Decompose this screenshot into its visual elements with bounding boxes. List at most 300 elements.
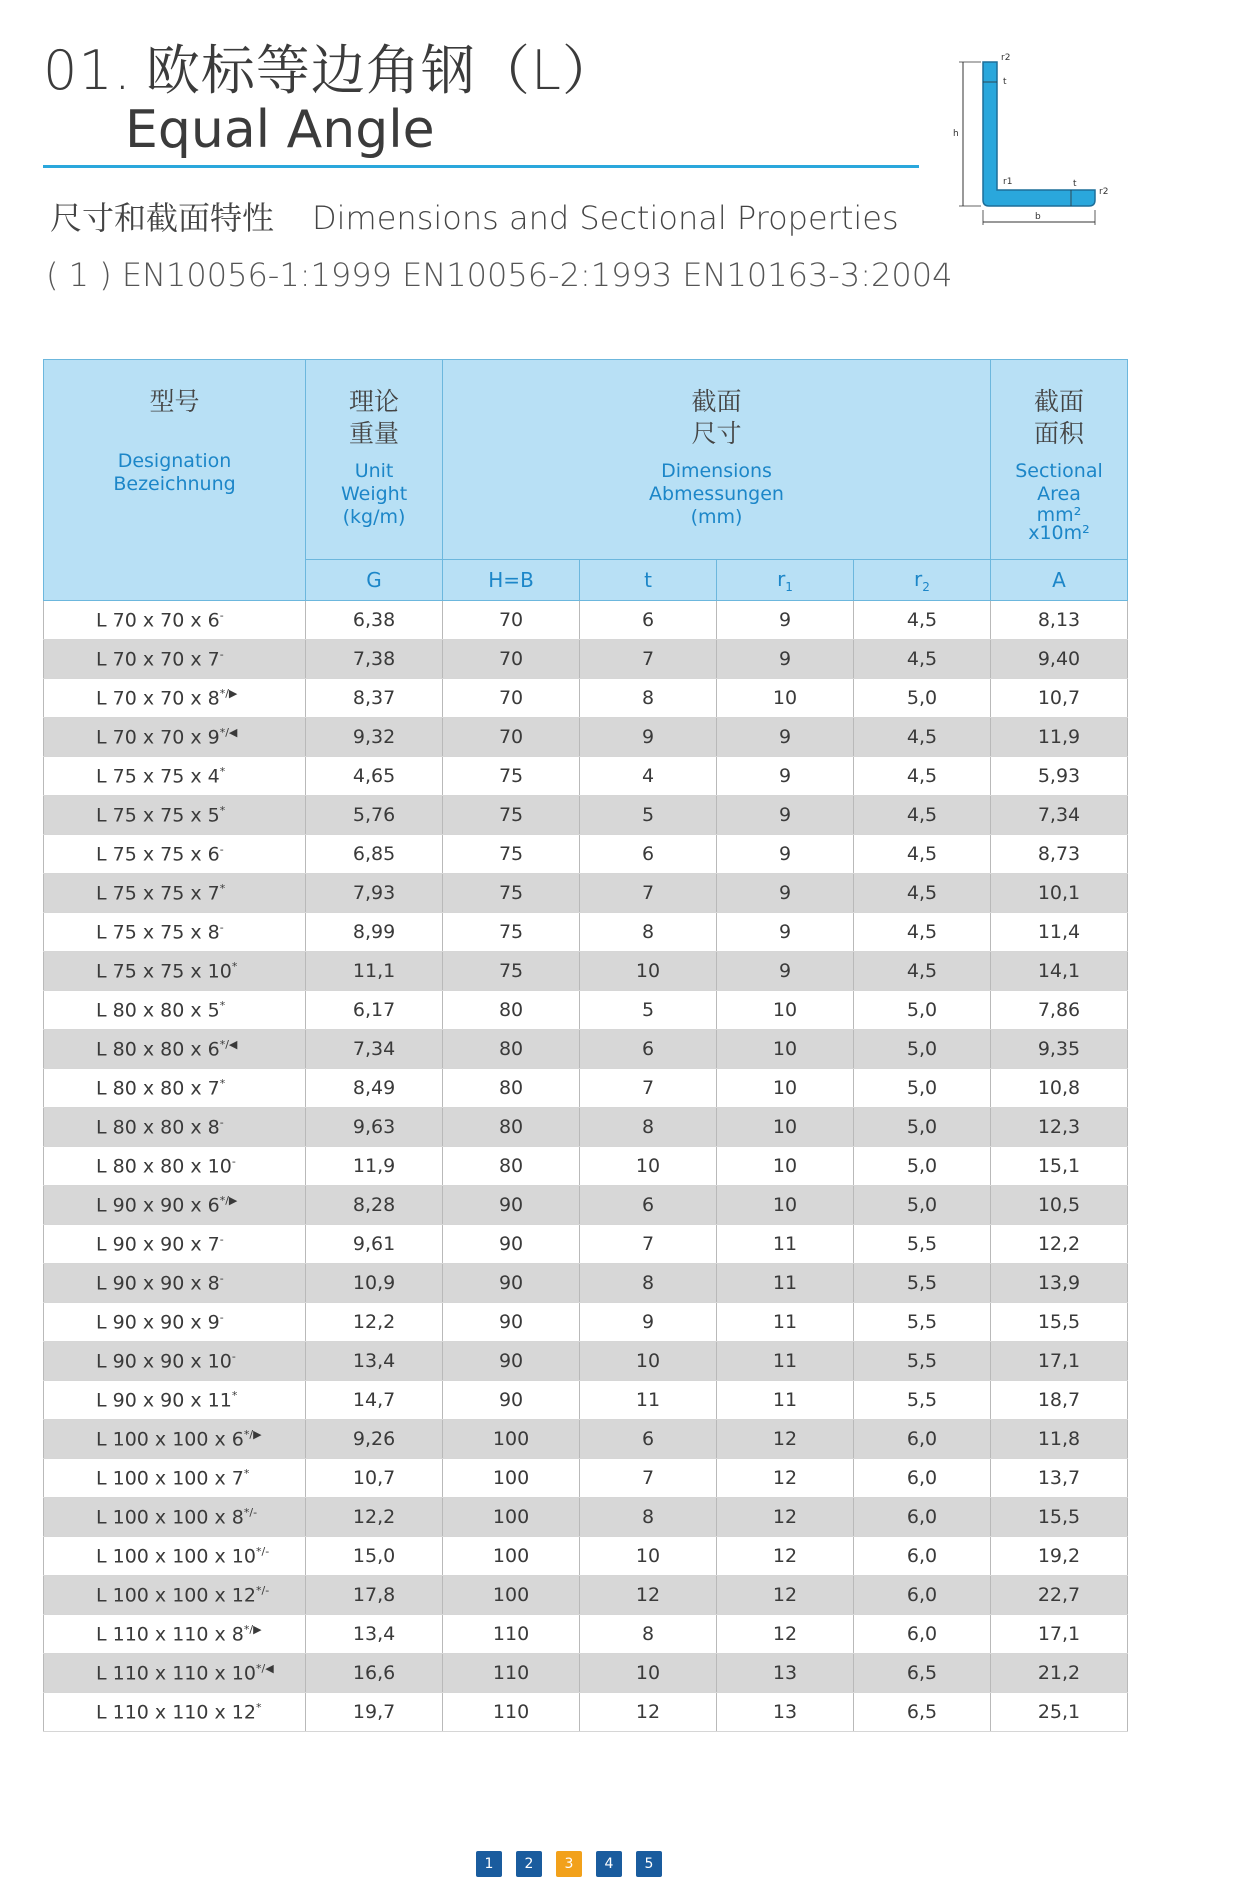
cell-r2: 5,0 bbox=[854, 991, 991, 1030]
cell-weight: 12,2 bbox=[306, 1498, 443, 1537]
cell-designation bbox=[44, 1420, 306, 1459]
cell-r1: 9 bbox=[717, 718, 854, 757]
table-row bbox=[44, 952, 1128, 991]
cell-designation bbox=[44, 796, 306, 835]
designation-marker: */◀ bbox=[255, 1661, 274, 1675]
diagram-label-h: h bbox=[953, 129, 959, 139]
cell-area: 7,86 bbox=[990, 991, 1127, 1030]
unit-r1 bbox=[717, 560, 854, 601]
designation-marker: */- bbox=[255, 1583, 270, 1597]
cell-designation bbox=[44, 1381, 306, 1420]
header-row bbox=[44, 360, 1128, 560]
designation-marker: * bbox=[219, 803, 226, 817]
cell-hb: 90 bbox=[443, 1225, 580, 1264]
cell-t: 8 bbox=[580, 1615, 717, 1654]
cell-weight: 13,4 bbox=[306, 1615, 443, 1654]
table-row bbox=[44, 1459, 1128, 1498]
header-designation-en2: Bezeichnung bbox=[113, 473, 236, 495]
table-row bbox=[44, 913, 1128, 952]
cell-hb: 80 bbox=[443, 1108, 580, 1147]
angle-profile-diagram bbox=[945, 50, 1130, 225]
cell-hb: 100 bbox=[443, 1420, 580, 1459]
designation-marker: */▶ bbox=[219, 686, 238, 700]
cell-r1: 13 bbox=[717, 1693, 854, 1732]
cell-area: 13,7 bbox=[990, 1459, 1127, 1498]
cell-r1: 11 bbox=[717, 1342, 854, 1381]
cell-r1: 10 bbox=[717, 991, 854, 1030]
cell-t: 7 bbox=[580, 1459, 717, 1498]
table-row bbox=[44, 1069, 1128, 1108]
cell-designation bbox=[44, 1186, 306, 1225]
cell-designation bbox=[44, 1537, 306, 1576]
table-row bbox=[44, 835, 1128, 874]
cell-r1: 10 bbox=[717, 1147, 854, 1186]
cell-t: 8 bbox=[580, 1498, 717, 1537]
cell-t: 6 bbox=[580, 1186, 717, 1225]
cell-area: 15,1 bbox=[990, 1147, 1127, 1186]
cell-t: 8 bbox=[580, 679, 717, 718]
cell-weight: 8,28 bbox=[306, 1186, 443, 1225]
cell-area: 10,7 bbox=[990, 679, 1127, 718]
cell-r2: 5,5 bbox=[854, 1342, 991, 1381]
designation-marker: */▶ bbox=[243, 1427, 262, 1441]
cell-t: 4 bbox=[580, 757, 717, 796]
designation-marker: - bbox=[219, 1115, 224, 1129]
cell-hb: 100 bbox=[443, 1576, 580, 1615]
designation-marker: - bbox=[231, 1154, 236, 1168]
designation-text: L 75 x 75 x 4 bbox=[96, 765, 220, 788]
cell-t: 9 bbox=[580, 718, 717, 757]
cell-r2: 4,5 bbox=[854, 913, 991, 952]
cell-t: 6 bbox=[580, 835, 717, 874]
header-weight-en1: Unit bbox=[354, 460, 394, 482]
designation-text: L 75 x 75 x 7 bbox=[96, 882, 220, 905]
header-area-en1: Sectional bbox=[1015, 460, 1103, 482]
header-dimensions-cn1: 截面 bbox=[691, 387, 742, 416]
table-row bbox=[44, 1303, 1128, 1342]
cell-weight: 11,9 bbox=[306, 1147, 443, 1186]
cell-weight: 8,49 bbox=[306, 1069, 443, 1108]
designation-marker: - bbox=[219, 1271, 224, 1285]
page-button-4[interactable]: 4 bbox=[596, 1851, 622, 1877]
cell-hb: 90 bbox=[443, 1381, 580, 1420]
designation-text: L 70 x 70 x 6 bbox=[96, 609, 220, 632]
cell-t: 7 bbox=[580, 874, 717, 913]
cell-weight: 17,8 bbox=[306, 1576, 443, 1615]
cell-r2: 5,5 bbox=[854, 1225, 991, 1264]
cell-weight: 9,63 bbox=[306, 1108, 443, 1147]
cell-area: 18,7 bbox=[990, 1381, 1127, 1420]
cell-designation bbox=[44, 952, 306, 991]
cell-hb: 100 bbox=[443, 1459, 580, 1498]
section-subtitle bbox=[50, 193, 899, 239]
designation-text: L 70 x 70 x 8 bbox=[96, 687, 220, 710]
cell-designation bbox=[44, 991, 306, 1030]
designation-marker: * bbox=[231, 1388, 238, 1402]
header-designation-en1: Designation bbox=[117, 450, 232, 472]
cell-r1: 12 bbox=[717, 1498, 854, 1537]
cell-r2: 4,5 bbox=[854, 874, 991, 913]
cell-t: 10 bbox=[580, 1342, 717, 1381]
designation-text: L 100 x 100 x 6 bbox=[96, 1428, 244, 1451]
designation-marker: * bbox=[219, 998, 226, 1012]
table-row bbox=[44, 1225, 1128, 1264]
designation-marker: * bbox=[231, 959, 238, 973]
cell-designation bbox=[44, 640, 306, 679]
cell-hb: 100 bbox=[443, 1498, 580, 1537]
table-row bbox=[44, 1030, 1128, 1069]
designation-text: L 110 x 110 x 8 bbox=[96, 1623, 244, 1646]
header-designation-cn: 型号 bbox=[149, 387, 200, 416]
table-row bbox=[44, 1615, 1128, 1654]
cell-weight: 8,99 bbox=[306, 913, 443, 952]
cell-area: 11,8 bbox=[990, 1420, 1127, 1459]
cell-r1: 9 bbox=[717, 601, 854, 640]
cell-area: 19,2 bbox=[990, 1537, 1127, 1576]
cell-hb: 100 bbox=[443, 1537, 580, 1576]
designation-text: L 90 x 90 x 8 bbox=[96, 1272, 220, 1295]
unit-r1-letter: r bbox=[777, 566, 786, 591]
designation-text: L 75 x 75 x 6 bbox=[96, 843, 220, 866]
cell-r1: 9 bbox=[717, 640, 854, 679]
cell-t: 9 bbox=[580, 1303, 717, 1342]
header-area bbox=[990, 360, 1127, 560]
cell-hb: 75 bbox=[443, 913, 580, 952]
designation-text: L 80 x 80 x 5 bbox=[96, 999, 220, 1022]
table-row bbox=[44, 1147, 1128, 1186]
cell-hb: 70 bbox=[443, 679, 580, 718]
cell-designation bbox=[44, 679, 306, 718]
cell-area: 11,9 bbox=[990, 718, 1127, 757]
header-dimensions-cn2: 尺寸 bbox=[691, 419, 742, 448]
unit-r2 bbox=[854, 560, 991, 601]
cell-weight: 6,17 bbox=[306, 991, 443, 1030]
cell-r2: 5,5 bbox=[854, 1303, 991, 1342]
table-row bbox=[44, 1420, 1128, 1459]
designation-marker: */▶ bbox=[219, 1193, 238, 1207]
diagram-label-t-right: t bbox=[1073, 179, 1077, 189]
table-row bbox=[44, 1264, 1128, 1303]
title-underline bbox=[43, 165, 919, 168]
designation-marker: - bbox=[219, 1310, 224, 1324]
cell-weight: 19,7 bbox=[306, 1693, 443, 1732]
cell-weight: 12,2 bbox=[306, 1303, 443, 1342]
designation-marker: * bbox=[255, 1700, 262, 1714]
designation-text: L 100 x 100 x 7 bbox=[96, 1467, 244, 1490]
cell-t: 12 bbox=[580, 1693, 717, 1732]
equal-angle-table bbox=[43, 359, 1128, 1732]
table-row bbox=[44, 1108, 1128, 1147]
header-dimensions-en2: Abmessungen bbox=[649, 483, 784, 505]
cell-designation bbox=[44, 1225, 306, 1264]
cell-t: 5 bbox=[580, 796, 717, 835]
designation-text: L 70 x 70 x 7 bbox=[96, 648, 220, 671]
unit-r2-letter: r bbox=[914, 566, 923, 591]
cell-t: 8 bbox=[580, 1108, 717, 1147]
cell-r2: 5,0 bbox=[854, 1147, 991, 1186]
designation-marker: */- bbox=[255, 1544, 270, 1558]
cell-designation bbox=[44, 835, 306, 874]
cell-area: 9,40 bbox=[990, 640, 1127, 679]
cell-r2: 6,0 bbox=[854, 1576, 991, 1615]
cell-hb: 70 bbox=[443, 601, 580, 640]
cell-r2: 4,5 bbox=[854, 796, 991, 835]
cell-weight: 14,7 bbox=[306, 1381, 443, 1420]
cell-area: 5,93 bbox=[990, 757, 1127, 796]
cell-t: 11 bbox=[580, 1381, 717, 1420]
cell-t: 6 bbox=[580, 601, 717, 640]
title-number: 01. bbox=[43, 39, 132, 102]
unit-r1-sub: 1 bbox=[785, 579, 793, 594]
header-designation bbox=[44, 360, 306, 601]
header-weight-en3: (kg/m) bbox=[342, 506, 406, 528]
cell-t: 10 bbox=[580, 952, 717, 991]
designation-text: L 90 x 90 x 11 bbox=[96, 1389, 232, 1412]
cell-hb: 70 bbox=[443, 718, 580, 757]
unit-hb: H=B bbox=[443, 560, 580, 601]
cell-hb: 80 bbox=[443, 1030, 580, 1069]
designation-marker: - bbox=[219, 920, 224, 934]
cell-area: 10,1 bbox=[990, 874, 1127, 913]
cell-area: 17,1 bbox=[990, 1615, 1127, 1654]
cell-r1: 10 bbox=[717, 1030, 854, 1069]
header-weight-cn1: 理论 bbox=[349, 387, 400, 416]
cell-r2: 6,0 bbox=[854, 1615, 991, 1654]
cell-designation bbox=[44, 757, 306, 796]
designation-marker: * bbox=[219, 1076, 226, 1090]
cell-r2: 6,0 bbox=[854, 1420, 991, 1459]
standards-line: ( 1 ) EN10056-1:1999 EN10056-2:1993 EN10163-3:2004 bbox=[46, 256, 953, 294]
cell-r1: 12 bbox=[717, 1459, 854, 1498]
cell-hb: 80 bbox=[443, 991, 580, 1030]
cell-r2: 5,5 bbox=[854, 1381, 991, 1420]
table-body bbox=[44, 601, 1128, 1732]
cell-t: 7 bbox=[580, 1069, 717, 1108]
header-area-en2: Area bbox=[1037, 483, 1081, 505]
diagram-label-b: b bbox=[1035, 212, 1041, 222]
cell-r2: 6,0 bbox=[854, 1498, 991, 1537]
designation-text: L 90 x 90 x 7 bbox=[96, 1233, 220, 1256]
cell-hb: 75 bbox=[443, 796, 580, 835]
cell-area: 17,1 bbox=[990, 1342, 1127, 1381]
cell-t: 5 bbox=[580, 991, 717, 1030]
cell-designation bbox=[44, 913, 306, 952]
cell-area: 13,9 bbox=[990, 1264, 1127, 1303]
designation-text: L 80 x 80 x 6 bbox=[96, 1038, 220, 1061]
subtitle-en: Dimensions and Sectional Properties bbox=[312, 199, 899, 237]
cell-r2: 4,5 bbox=[854, 601, 991, 640]
cell-designation bbox=[44, 601, 306, 640]
unit-g: G bbox=[306, 560, 443, 601]
designation-marker: - bbox=[219, 647, 224, 661]
table-row bbox=[44, 640, 1128, 679]
cell-hb: 90 bbox=[443, 1264, 580, 1303]
cell-r1: 9 bbox=[717, 796, 854, 835]
diagram-label-t-top: t bbox=[1003, 77, 1007, 87]
header-area-cn2: 面积 bbox=[1033, 419, 1084, 448]
cell-r2: 6,5 bbox=[854, 1654, 991, 1693]
designation-marker: */◀ bbox=[219, 1037, 238, 1051]
table-row bbox=[44, 679, 1128, 718]
unit-a: A bbox=[990, 560, 1127, 601]
cell-hb: 70 bbox=[443, 640, 580, 679]
cell-designation bbox=[44, 1576, 306, 1615]
cell-designation bbox=[44, 718, 306, 757]
cell-r2: 5,0 bbox=[854, 1186, 991, 1225]
cell-t: 6 bbox=[580, 1030, 717, 1069]
table-row bbox=[44, 1576, 1128, 1615]
cell-hb: 90 bbox=[443, 1186, 580, 1225]
page-button-2[interactable]: 2 bbox=[516, 1851, 542, 1877]
cell-r2: 4,5 bbox=[854, 640, 991, 679]
table-row bbox=[44, 991, 1128, 1030]
cell-t: 6 bbox=[580, 1420, 717, 1459]
cell-t: 10 bbox=[580, 1537, 717, 1576]
cell-hb: 75 bbox=[443, 952, 580, 991]
cell-r1: 9 bbox=[717, 874, 854, 913]
cell-r1: 11 bbox=[717, 1264, 854, 1303]
unit-r2-sub: 2 bbox=[922, 579, 930, 594]
cell-r2: 6,5 bbox=[854, 1693, 991, 1732]
table-row bbox=[44, 874, 1128, 913]
cell-hb: 90 bbox=[443, 1303, 580, 1342]
cell-hb: 80 bbox=[443, 1147, 580, 1186]
page-button-1[interactable]: 1 bbox=[476, 1851, 502, 1877]
header-weight bbox=[306, 360, 443, 560]
diagram-label-r2-top: r2 bbox=[1001, 53, 1011, 63]
header-dimensions bbox=[443, 360, 991, 560]
cell-weight: 10,7 bbox=[306, 1459, 443, 1498]
cell-hb: 110 bbox=[443, 1615, 580, 1654]
page-button-5[interactable]: 5 bbox=[636, 1851, 662, 1877]
designation-text: L 90 x 90 x 10 bbox=[96, 1350, 232, 1373]
cell-r1: 10 bbox=[717, 679, 854, 718]
diagram-label-r1: r1 bbox=[1003, 177, 1013, 187]
cell-designation bbox=[44, 1693, 306, 1732]
header-dimensions-en1: Dimensions bbox=[661, 460, 772, 482]
cell-area: 11,4 bbox=[990, 913, 1127, 952]
cell-r2: 5,0 bbox=[854, 1069, 991, 1108]
table-row bbox=[44, 1537, 1128, 1576]
designation-text: L 80 x 80 x 10 bbox=[96, 1155, 232, 1178]
cell-r2: 5,0 bbox=[854, 679, 991, 718]
header-weight-cn2: 重量 bbox=[349, 419, 400, 448]
cell-area: 22,7 bbox=[990, 1576, 1127, 1615]
page-button-3[interactable]: 3 bbox=[556, 1851, 582, 1877]
cell-r1: 11 bbox=[717, 1225, 854, 1264]
cell-weight: 11,1 bbox=[306, 952, 443, 991]
cell-r1: 11 bbox=[717, 1381, 854, 1420]
cell-hb: 90 bbox=[443, 1342, 580, 1381]
cell-weight: 9,32 bbox=[306, 718, 443, 757]
designation-marker: * bbox=[219, 881, 226, 895]
cell-weight: 9,26 bbox=[306, 1420, 443, 1459]
cell-area: 15,5 bbox=[990, 1303, 1127, 1342]
designation-text: L 100 x 100 x 12 bbox=[96, 1584, 256, 1607]
cell-r2: 5,0 bbox=[854, 1030, 991, 1069]
designation-text: L 100 x 100 x 8 bbox=[96, 1506, 244, 1529]
cell-weight: 10,9 bbox=[306, 1264, 443, 1303]
cell-t: 10 bbox=[580, 1147, 717, 1186]
cell-designation bbox=[44, 1108, 306, 1147]
cell-r2: 5,5 bbox=[854, 1264, 991, 1303]
cell-t: 8 bbox=[580, 913, 717, 952]
cell-hb: 110 bbox=[443, 1693, 580, 1732]
page-title bbox=[43, 28, 617, 105]
cell-designation bbox=[44, 1342, 306, 1381]
cell-r1: 10 bbox=[717, 1108, 854, 1147]
header-weight-en2: Weight bbox=[340, 483, 408, 505]
table-row bbox=[44, 601, 1128, 640]
cell-weight: 6,38 bbox=[306, 601, 443, 640]
header-dimensions-en3: (mm) bbox=[690, 506, 743, 528]
cell-designation bbox=[44, 1654, 306, 1693]
cell-weight: 5,76 bbox=[306, 796, 443, 835]
header-area-en4: x10m² bbox=[1028, 522, 1090, 544]
designation-marker: - bbox=[231, 1349, 236, 1363]
cell-area: 12,3 bbox=[990, 1108, 1127, 1147]
cell-area: 8,13 bbox=[990, 601, 1127, 640]
designation-text: L 75 x 75 x 8 bbox=[96, 921, 220, 944]
designation-text: L 110 x 110 x 12 bbox=[96, 1701, 256, 1724]
designation-marker: - bbox=[219, 1232, 224, 1246]
cell-area: 15,5 bbox=[990, 1498, 1127, 1537]
cell-designation bbox=[44, 1498, 306, 1537]
cell-r2: 4,5 bbox=[854, 757, 991, 796]
table-row bbox=[44, 718, 1128, 757]
cell-designation bbox=[44, 1459, 306, 1498]
cell-r1: 12 bbox=[717, 1537, 854, 1576]
cell-weight: 15,0 bbox=[306, 1537, 443, 1576]
cell-hb: 80 bbox=[443, 1069, 580, 1108]
cell-r2: 4,5 bbox=[854, 952, 991, 991]
cell-weight: 16,6 bbox=[306, 1654, 443, 1693]
cell-designation bbox=[44, 1615, 306, 1654]
cell-r1: 13 bbox=[717, 1654, 854, 1693]
designation-marker: */- bbox=[243, 1505, 258, 1519]
title-cn: 欧标等边角钢（L） bbox=[145, 39, 617, 102]
cell-r1: 12 bbox=[717, 1420, 854, 1459]
cell-r1: 11 bbox=[717, 1303, 854, 1342]
header-area-en3: mm² bbox=[1036, 504, 1082, 526]
cell-r1: 12 bbox=[717, 1576, 854, 1615]
cell-r2: 6,0 bbox=[854, 1537, 991, 1576]
cell-area: 9,35 bbox=[990, 1030, 1127, 1069]
cell-area: 10,8 bbox=[990, 1069, 1127, 1108]
cell-designation bbox=[44, 1030, 306, 1069]
designation-text: L 100 x 100 x 10 bbox=[96, 1545, 256, 1568]
unit-t: t bbox=[580, 560, 717, 601]
cell-r1: 9 bbox=[717, 835, 854, 874]
cell-r1: 9 bbox=[717, 913, 854, 952]
cell-t: 8 bbox=[580, 1264, 717, 1303]
cell-hb: 75 bbox=[443, 874, 580, 913]
cell-designation bbox=[44, 1264, 306, 1303]
cell-weight: 7,34 bbox=[306, 1030, 443, 1069]
designation-marker: * bbox=[243, 1466, 250, 1480]
table-row bbox=[44, 1498, 1128, 1537]
cell-r1: 9 bbox=[717, 757, 854, 796]
cell-r1: 12 bbox=[717, 1615, 854, 1654]
subtitle-cn: 尺寸和截面特性 bbox=[50, 199, 275, 237]
designation-marker: */◀ bbox=[219, 725, 238, 739]
cell-weight: 8,37 bbox=[306, 679, 443, 718]
cell-hb: 75 bbox=[443, 757, 580, 796]
cell-designation bbox=[44, 1303, 306, 1342]
cell-area: 10,5 bbox=[990, 1186, 1127, 1225]
cell-r2: 4,5 bbox=[854, 835, 991, 874]
cell-r1: 10 bbox=[717, 1069, 854, 1108]
